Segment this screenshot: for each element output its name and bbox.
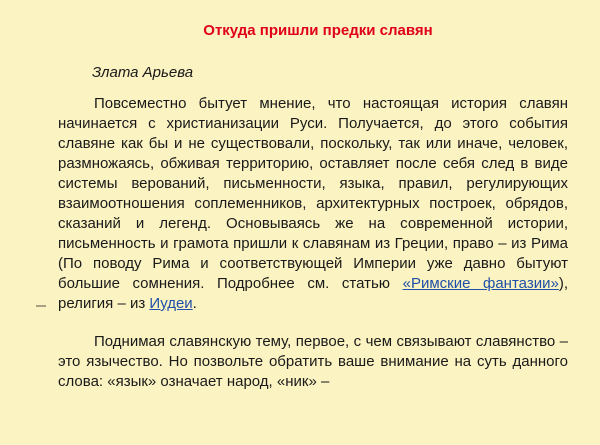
- roman-fantasies-link[interactable]: «Римские фантазии»: [402, 275, 559, 292]
- paragraph-1-text-b: ), религия – из: [58, 275, 568, 312]
- document-page: [0, 22, 600, 445]
- paragraph-1: [58, 94, 568, 314]
- article-author: Злата Арьева: [92, 64, 194, 81]
- paragraph-1-text-c: .: [192, 295, 197, 312]
- article-title: Откуда пришли предки славян: [203, 22, 433, 39]
- paragraph-2: Поднимая славянскую тему, первое, с чем связывают славянство – это язычество. Но позвольте обратить ваше внимание на суть данного слова: «язык» означает народ, «ник» –: [58, 333, 568, 390]
- margin-mark: [36, 305, 46, 307]
- paragraph-1-text-a: Повсеместно бытует мнение, что настоящая история славян начинается с христианизации Руси. Получается, до этого события славяне как бы и не существовали, поскольку, так или иначе, человек, размножаясь, обживая территорию, оставляет после себя след в виде системы верований, письменности, языка, правил, регулирующих взаимоотношения соплеменников, архитектурных построек, обрядов, сказаний и легенд. Основываясь же на современной истории, письменность и грамота пришли к славянам из Греции, право – из Рима (По поводу Рима и соответствующей Империи уже давно бытуют большие сомнения. Подробнее см. статью: [58, 95, 568, 292]
- judea-link[interactable]: Иудеи: [149, 295, 193, 312]
